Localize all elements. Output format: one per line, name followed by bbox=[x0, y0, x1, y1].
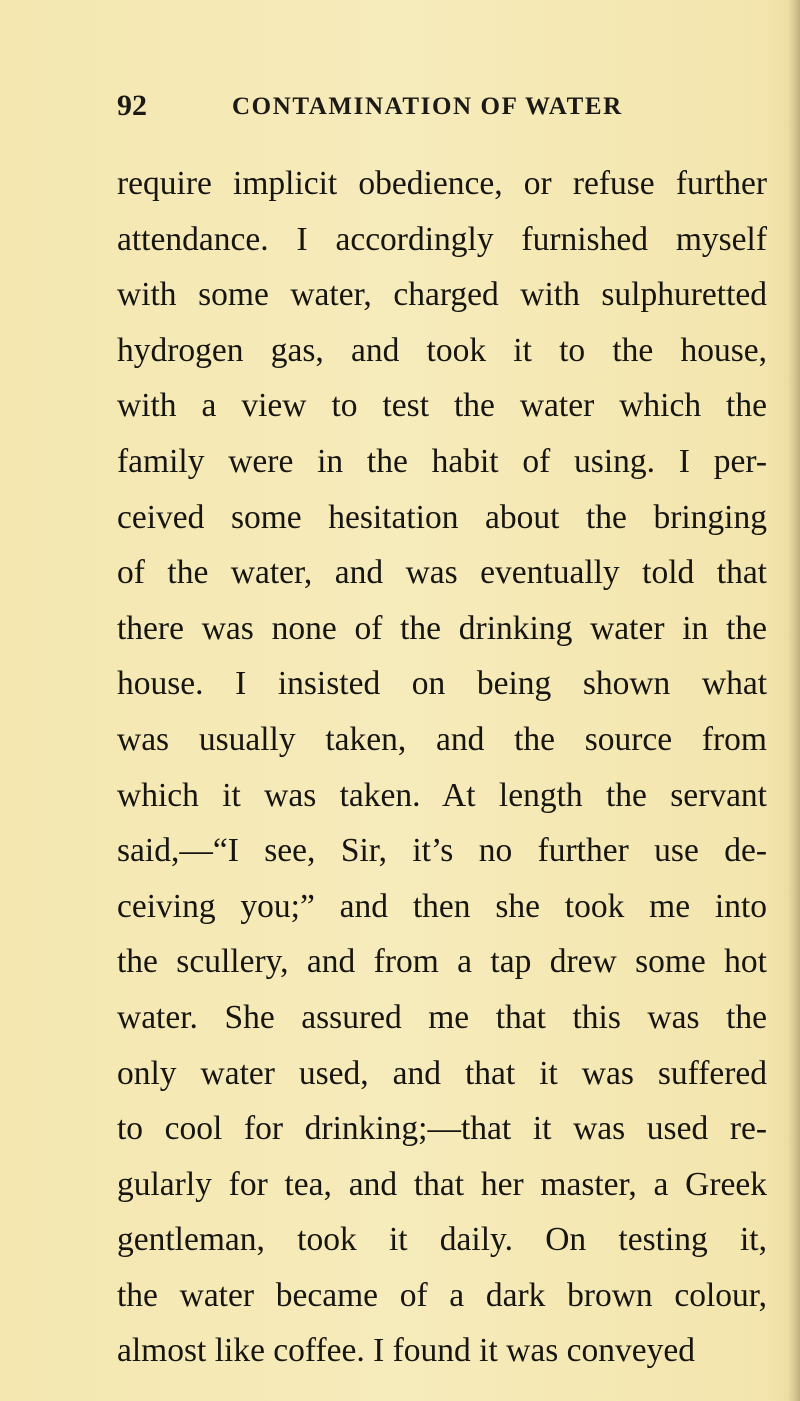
text-line: gularly for tea, and that her master, a Greek bbox=[117, 1165, 767, 1203]
body-text bbox=[117, 156, 767, 1379]
text-line: only water used, and that it was suffered bbox=[117, 1054, 767, 1092]
text-line: with a view to test the water which the bbox=[117, 387, 767, 425]
page-edge-shadow bbox=[788, 0, 800, 1401]
text-line: which it was taken. At length the servant bbox=[117, 776, 767, 814]
text-line: almost like coffee. I found it was conveyed bbox=[117, 1332, 696, 1370]
text-line: require implicit obedience, or refuse further bbox=[117, 165, 767, 202]
text-line: ceiving you;” and then she took me into bbox=[117, 887, 767, 925]
text-line: to cool for drinking;—that it was used re- bbox=[117, 1110, 767, 1148]
text-line: the scullery, and from a tap drew some hot bbox=[117, 943, 767, 981]
text-line: the water became of a dark brown colour, bbox=[117, 1276, 767, 1314]
text-line: was usually taken, and the source from bbox=[117, 720, 767, 758]
text-line: gentleman, took it daily. On testing it, bbox=[117, 1221, 767, 1259]
text-line: said,—“I see, Sir, it’s no further use de- bbox=[117, 832, 767, 870]
text-line: with some water, charged with sulphuretted bbox=[117, 276, 767, 314]
text-line: water. She assured me that this was the bbox=[117, 998, 767, 1036]
text-line: family were in the habit of using. I per- bbox=[117, 442, 767, 480]
text-line: ceived some hesitation about the bringing bbox=[117, 498, 767, 536]
text-line: hydrogen gas, and took it to the house, bbox=[117, 331, 767, 369]
running-head: CONTAMINATION OF WATER bbox=[232, 93, 623, 120]
page-header bbox=[117, 88, 747, 128]
text-line: house. I insisted on being shown what bbox=[117, 665, 767, 703]
text-line: attendance. I accordingly furnished myself bbox=[117, 220, 767, 258]
text-line: of the water, and was eventually told that bbox=[117, 554, 767, 592]
text-line: there was none of the drinking water in the bbox=[117, 609, 767, 647]
page-number: 92 bbox=[117, 89, 147, 122]
